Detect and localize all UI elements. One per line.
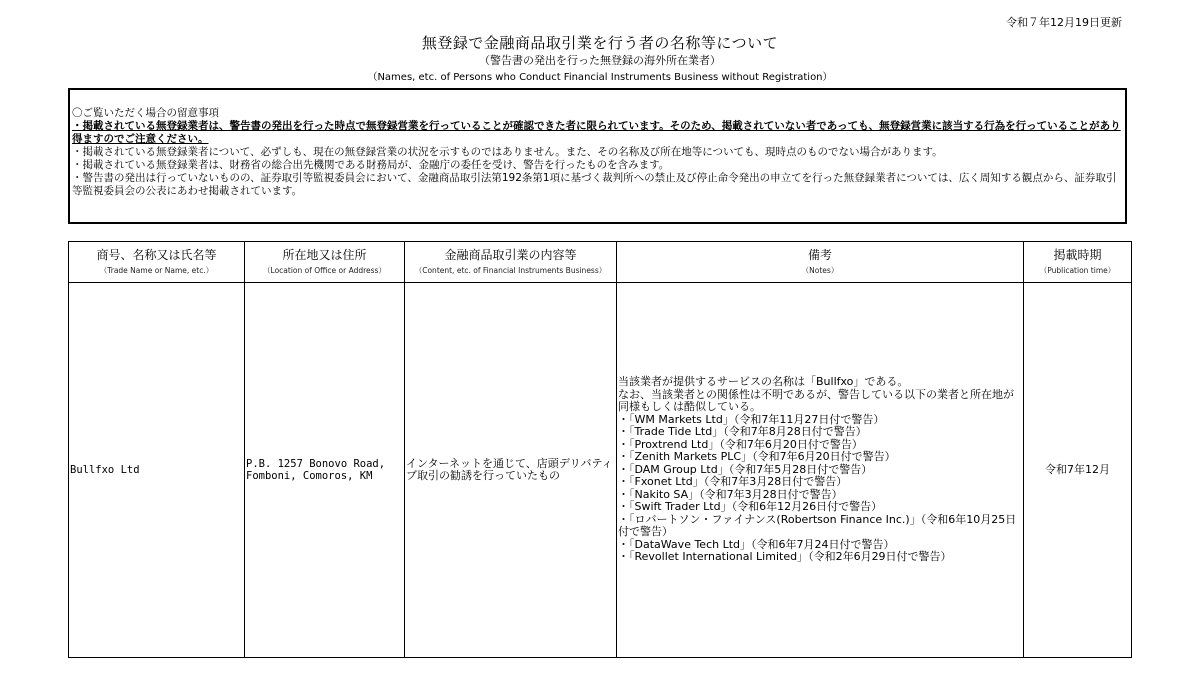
cell-content: インターネットを通じて、店頭デリバティブ取引の勧誘を行っていたもの bbox=[405, 283, 617, 658]
page-title-english: （Names, etc. of Persons who Conduct Financial Instruments Business without Registration） bbox=[367, 72, 833, 83]
notes-list-item: ・「Proxtrend Ltd」（令和7年6月20日付で警告） bbox=[618, 437, 863, 451]
notice-item-2: ・掲載されている無登録業者について、必ずしも、現在の無登録営業の状況を示すものではありません。また、その名称及び所在地等についても、現時点のものでない場合があります。 bbox=[72, 146, 943, 158]
header-notes-jp: 備考 bbox=[807, 247, 832, 262]
cell-notes bbox=[617, 283, 1024, 658]
notes-list-item: ・「Fxonet Ltd」（令和7年3月28日付で警告） bbox=[618, 475, 848, 489]
header-address-jp: 所在地又は住所 bbox=[282, 247, 367, 262]
page-subtitle: （警告書の発出を行った無登録の海外所在業者） bbox=[479, 54, 721, 67]
notes-list-item: ・「Revollet International Limited」（令和2年6月29日付で警告） bbox=[618, 550, 952, 564]
table-header-row bbox=[69, 242, 1132, 283]
notes-list-item: ・「Trade Tide Ltd」（令和7年8月28日付で警告） bbox=[618, 425, 867, 439]
header-content bbox=[405, 242, 617, 283]
notes-list-item: ・「DAM Group Ltd」（令和7年5月28日付で警告） bbox=[618, 462, 873, 476]
header-name-jp: 商号、名称又は氏名等 bbox=[96, 247, 217, 262]
header-publication-jp: 掲載時期 bbox=[1053, 247, 1102, 262]
notes-intro: 当該業者が提供するサービスの名称は「Bullfxo」である。 なお、当該業者との関係性は不明であるが、警告している以下の業者と所在地が同様もしくは酷似している。 bbox=[618, 375, 1014, 414]
notes-list-item: ・「WM Markets Ltd」（令和7年11月27日付で警告） bbox=[618, 412, 885, 426]
header-address bbox=[245, 242, 405, 283]
notes-list-item: ・「Swift Trader Ltd」（令和6年12月26日付で警告） bbox=[618, 500, 883, 514]
notice-heading: 〇ご覧いただく場合の留意事項 bbox=[72, 107, 219, 119]
page-title: 無登録で金融商品取引業を行う者の名称等について bbox=[421, 34, 779, 52]
notice-item-4: ・警告書の発出は行っていないものの、証券取引等監視委員会において、金融商品取引法第192条第1項に基づく裁判所への禁止及び停止命令発出の申立てを行った無登録業者については、広く周知する観点から、証券取引等監視委員会の公表にあわせ掲載されています。 bbox=[72, 172, 1117, 197]
cell-publication: 令和7年12月 bbox=[1024, 283, 1132, 658]
header-content-en: （Content, etc. of Financial Instruments Business） bbox=[414, 265, 607, 275]
header-notes-en: （Notes） bbox=[801, 265, 839, 275]
header-publication bbox=[1024, 242, 1132, 283]
notice-item-3: ・掲載されている無登録業者は、財務省の総合出先機関である財務局が、金融庁の委任を受け、警告を行ったものを含みます。 bbox=[72, 159, 670, 171]
update-date: 令和７年12月19日更新 bbox=[1006, 16, 1122, 29]
header-publication-en: （Publication time） bbox=[1039, 265, 1116, 275]
notice-box bbox=[68, 88, 1127, 224]
table-row bbox=[69, 283, 1132, 658]
cell-address: P.B. 1257 Bonovo Road, Fomboni, Comoros, KM bbox=[245, 283, 405, 658]
header-content-jp: 金融商品取引業の内容等 bbox=[444, 247, 577, 262]
notes-list bbox=[618, 414, 1022, 564]
unregistered-operators-table bbox=[68, 241, 1132, 658]
notice-item-1: ・掲載されている無登録業者は、警告書の発出を行った時点で無登録営業を行っていることが確認できた者に限られています。そのため、掲載されていない者であっても、無登録営業に該当する行為を行っていることがあり得ますのでご注意ください。 bbox=[72, 120, 1121, 145]
header-notes bbox=[617, 242, 1024, 283]
header-address-en: （Location of Office or Address） bbox=[263, 265, 386, 275]
header-name bbox=[69, 242, 245, 283]
header-name-en: （Trade Name or Name, etc.） bbox=[99, 265, 214, 275]
notes-list-item: ・「DataWave Tech Ltd」（令和6年7月24日付で警告） bbox=[618, 537, 895, 551]
cell-name: Bullfxo Ltd bbox=[69, 283, 245, 658]
notes-list-item: ・「ロバートソン・ファイナンス(Robertson Finance Inc.)」（令和6年10月25日付で警告） bbox=[618, 512, 1017, 539]
notes-list-item: ・「Zenith Markets PLC」（令和7年6月20日付で警告） bbox=[618, 450, 896, 464]
notes-list-item: ・「Nakito SA」（令和7年3月28日付で警告） bbox=[618, 487, 843, 501]
